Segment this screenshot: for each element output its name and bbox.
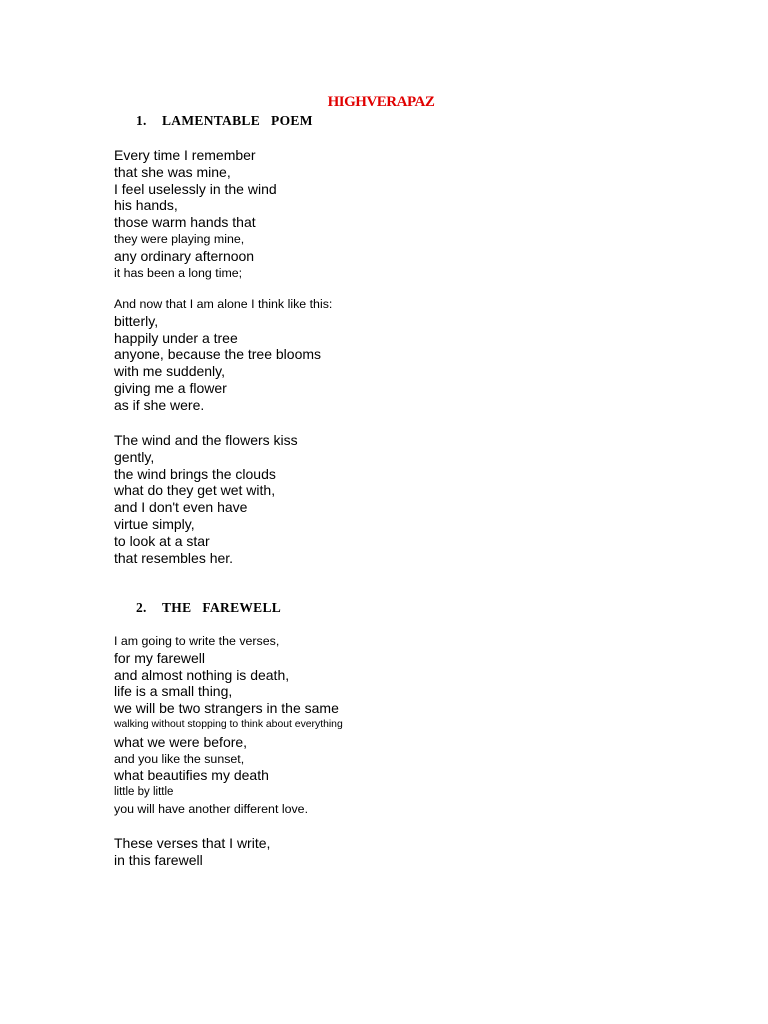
verse-line: The wind and the flowers kiss [114, 432, 298, 448]
poem-2-stanza-2 [114, 835, 270, 869]
poem-2-title: THE FAREWELL [162, 600, 282, 615]
verse-line: the wind brings the clouds [114, 465, 276, 482]
verse-line: And now that I am alone I think like this: [114, 297, 333, 311]
poem-1-stanza-2 [114, 296, 332, 414]
verse-line: what beautifies my death [114, 767, 269, 784]
verse-line: happily under a tree [114, 329, 238, 346]
verse-line: that she was mine, [114, 163, 231, 180]
poem-2-heading [136, 600, 281, 616]
poem-1-stanza-1 [114, 147, 277, 281]
poem-1-stanza-3 [114, 432, 298, 566]
verse-line: we will be two strangers in the same [114, 700, 339, 717]
verse-line: with me suddenly, [114, 363, 226, 380]
poem-2-number: 2. [136, 600, 147, 615]
verse-line: it has been a long time; [114, 265, 243, 280]
verse-line: and you like the sunset, [114, 751, 245, 766]
verse-line: little by little [114, 786, 174, 799]
verse-line: as if she were. [114, 396, 205, 413]
verse-line: you will have another different love. [114, 801, 309, 816]
verse-line: what we were before, [114, 733, 248, 750]
verse-line: those warm hands that [114, 214, 256, 231]
verse-line: gently, [114, 448, 155, 465]
verse-line: virtue simply, [114, 515, 195, 532]
verse-line: I am going to write the verses, [114, 634, 280, 648]
document-title: HIGHVERAPAZ [327, 94, 435, 110]
poem-2-stanza-1 [114, 633, 343, 818]
poem-1-title: LAMENTABLE POEM [162, 113, 313, 128]
poem-1-number: 1. [136, 113, 147, 128]
verse-line: bitterly, [114, 312, 159, 329]
verse-line: and I don't even have [114, 499, 248, 516]
verse-line: for my farewell [114, 649, 206, 666]
verse-line: anyone, because the tree blooms [114, 346, 322, 363]
verse-line: what do they get wet with, [114, 482, 276, 499]
verse-line: they were playing mine, [114, 231, 245, 246]
verse-line: giving me a flower [114, 379, 227, 396]
verse-line: life is a small thing, [114, 683, 233, 700]
verse-line: Every time I remember [114, 147, 256, 163]
verse-line: to look at a star [114, 532, 210, 549]
verse-line: any ordinary afternoon [114, 247, 255, 264]
poem-1-heading [136, 113, 313, 129]
verse-line: These verses that I write, [114, 835, 271, 851]
verse-line: and almost nothing is death, [114, 666, 290, 683]
verse-line: I feel uselessly in the wind [114, 180, 277, 197]
verse-line: walking without stopping to think about everything [114, 718, 343, 730]
verse-line: that resembles her. [114, 549, 234, 566]
verse-line: his hands, [114, 197, 178, 214]
verse-line: in this farewell [114, 851, 203, 868]
